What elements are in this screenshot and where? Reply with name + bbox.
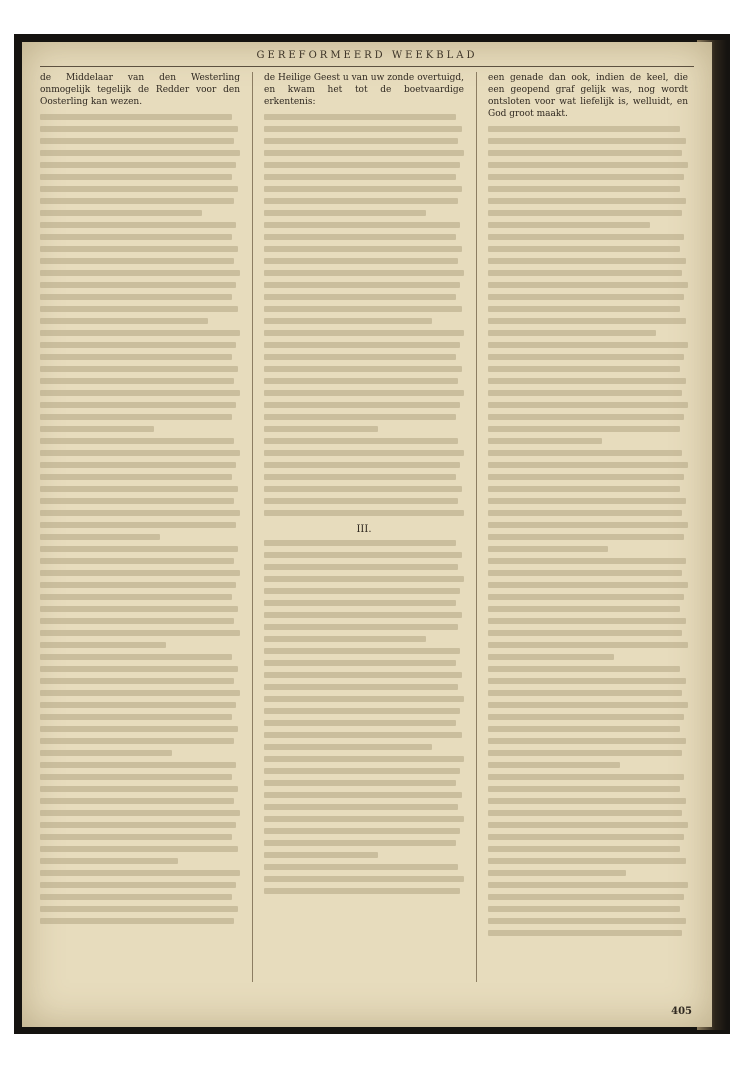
text-line — [264, 852, 378, 858]
text-line — [40, 150, 240, 156]
text-line — [488, 198, 686, 204]
text-line — [488, 726, 680, 732]
text-line — [264, 792, 462, 798]
text-line — [264, 186, 462, 192]
text-line — [264, 744, 432, 750]
text-line — [264, 174, 456, 180]
text-line — [488, 774, 684, 780]
section-heading: III. — [356, 524, 372, 535]
text-line — [488, 906, 680, 912]
text-column-2 — [264, 72, 464, 982]
text-line — [264, 576, 464, 582]
text-line — [40, 126, 238, 132]
text-line — [264, 888, 460, 894]
text-line — [488, 930, 682, 936]
text-line — [264, 330, 464, 336]
text-line — [488, 318, 686, 324]
text-line — [264, 648, 460, 654]
text-line — [488, 450, 682, 456]
text-line — [488, 666, 680, 672]
text-line — [488, 186, 680, 192]
text-line — [488, 354, 684, 360]
text-line — [40, 834, 232, 840]
text-line — [264, 450, 464, 456]
text-line — [488, 162, 688, 168]
text-line — [40, 882, 236, 888]
text-line — [488, 390, 682, 396]
text-line — [40, 582, 236, 588]
text-line — [264, 552, 462, 558]
text-line — [488, 738, 686, 744]
text-line — [488, 330, 656, 336]
text-line — [488, 138, 686, 144]
text-line — [264, 864, 458, 870]
text-line — [488, 870, 626, 876]
text-line — [40, 762, 236, 768]
text-line — [40, 594, 232, 600]
text-line — [488, 558, 686, 564]
text-line — [488, 282, 688, 288]
text-line — [488, 618, 686, 624]
text-line — [264, 198, 458, 204]
text-line — [488, 714, 684, 720]
text-line — [264, 342, 460, 348]
text-line — [40, 402, 236, 408]
text-line — [488, 378, 686, 384]
text-line — [40, 354, 232, 360]
text-line — [264, 756, 464, 762]
text-line — [40, 546, 238, 552]
text-line — [264, 378, 458, 384]
column-divider — [252, 72, 253, 982]
text-column-1 — [40, 72, 240, 982]
text-line — [488, 834, 684, 840]
text-line — [488, 522, 688, 528]
text-line — [40, 498, 234, 504]
text-line — [40, 714, 232, 720]
text-line — [488, 366, 680, 372]
text-line — [264, 294, 456, 300]
text-line — [264, 768, 460, 774]
text-line — [264, 474, 456, 480]
text-line — [40, 426, 154, 432]
text-line — [264, 876, 464, 882]
text-line — [264, 414, 456, 420]
text-line — [40, 138, 234, 144]
text-line — [40, 330, 240, 336]
text-line — [264, 138, 458, 144]
text-line — [264, 564, 458, 570]
text-line — [488, 630, 682, 636]
text-line — [488, 702, 688, 708]
text-line — [264, 222, 460, 228]
text-line — [40, 186, 238, 192]
text-line — [40, 234, 232, 240]
text-line — [488, 762, 620, 768]
text-line — [40, 306, 238, 312]
text-line — [488, 654, 614, 660]
text-line — [264, 246, 462, 252]
text-line — [264, 672, 462, 678]
text-line — [40, 558, 234, 564]
text-line — [40, 246, 238, 252]
magazine-page — [22, 42, 712, 1027]
text-line — [264, 270, 464, 276]
text-line — [264, 828, 460, 834]
text-line — [488, 474, 684, 480]
text-line — [40, 438, 234, 444]
text-line — [40, 534, 160, 540]
column-divider — [476, 72, 477, 982]
text-line — [40, 198, 234, 204]
text-line — [488, 294, 684, 300]
text-line — [264, 720, 456, 726]
text-line — [488, 462, 688, 468]
text-line — [264, 804, 458, 810]
text-line — [264, 708, 460, 714]
text-line — [40, 462, 236, 468]
text-line — [488, 234, 684, 240]
text-line — [40, 258, 234, 264]
text-line — [40, 642, 166, 648]
text-line — [488, 126, 680, 132]
text-line — [40, 378, 234, 384]
text-line — [488, 882, 688, 888]
text-line — [264, 840, 456, 846]
text-line — [264, 624, 458, 630]
column-excerpt: een genade dan ook, indien de keel, die een geopend graf gelijk was, nog wordt ontsloten voor wat liefelijk is, welluidt, en God groot maakt. — [488, 73, 688, 119]
text-line — [40, 282, 236, 288]
text-line — [264, 438, 458, 444]
text-line — [40, 858, 178, 864]
text-line — [40, 162, 236, 168]
text-line — [488, 894, 684, 900]
text-line — [264, 612, 462, 618]
text-line — [488, 846, 680, 852]
text-line — [488, 594, 684, 600]
text-line — [264, 684, 458, 690]
text-line — [488, 678, 686, 684]
text-line — [488, 402, 688, 408]
text-line — [488, 642, 688, 648]
text-line — [264, 510, 464, 516]
text-line — [264, 114, 456, 120]
text-line — [40, 726, 238, 732]
text-line — [40, 894, 232, 900]
text-line — [264, 210, 426, 216]
text-line — [488, 498, 686, 504]
text-line — [40, 318, 208, 324]
text-lines — [488, 126, 688, 936]
text-line — [40, 414, 232, 420]
text-line — [488, 258, 686, 264]
text-line — [488, 150, 682, 156]
text-line — [264, 150, 464, 156]
text-line — [264, 696, 464, 702]
text-line — [488, 426, 680, 432]
text-line — [488, 606, 680, 612]
text-line — [264, 366, 462, 372]
text-line — [40, 906, 238, 912]
text-line — [40, 366, 238, 372]
text-line — [488, 546, 608, 552]
text-line — [488, 786, 680, 792]
text-line — [40, 450, 240, 456]
text-line — [264, 390, 464, 396]
text-line — [264, 402, 460, 408]
text-line — [264, 660, 456, 666]
text-line — [264, 306, 462, 312]
text-line — [40, 294, 232, 300]
text-line — [40, 666, 238, 672]
text-line — [488, 270, 682, 276]
text-line — [488, 858, 686, 864]
text-line — [40, 750, 172, 756]
text-line — [40, 474, 232, 480]
column-excerpt: de Middelaar van den Westerling onmogelijk tegelijk de Redder voor den Oosterling kan wezen. — [40, 73, 240, 107]
text-line — [40, 786, 238, 792]
text-line — [40, 510, 240, 516]
text-line — [40, 114, 232, 120]
text-line — [40, 342, 236, 348]
text-line — [488, 246, 680, 252]
text-line — [488, 690, 682, 696]
text-line — [40, 606, 238, 612]
text-line — [40, 798, 234, 804]
text-line — [488, 438, 602, 444]
text-line — [40, 570, 240, 576]
text-line — [264, 258, 458, 264]
text-line — [488, 342, 688, 348]
text-line — [488, 222, 650, 228]
text-line — [264, 588, 460, 594]
text-line — [40, 222, 236, 228]
text-line — [488, 534, 684, 540]
text-line — [264, 498, 458, 504]
text-line — [264, 462, 460, 468]
text-line — [40, 774, 232, 780]
text-line — [264, 780, 456, 786]
text-line — [488, 174, 684, 180]
text-line — [488, 414, 684, 420]
text-line — [40, 738, 234, 744]
text-line — [264, 318, 432, 324]
text-line — [40, 630, 240, 636]
text-line — [40, 810, 240, 816]
text-line — [264, 354, 456, 360]
text-line — [488, 798, 686, 804]
text-line — [488, 510, 682, 516]
text-lines — [40, 114, 240, 924]
text-line — [40, 870, 240, 876]
text-line — [488, 582, 688, 588]
text-line — [40, 174, 232, 180]
text-line — [40, 678, 234, 684]
text-line — [40, 918, 234, 924]
text-line — [488, 822, 688, 828]
text-lines — [264, 114, 464, 516]
text-line — [488, 570, 682, 576]
text-line — [264, 636, 426, 642]
text-line — [264, 816, 464, 822]
text-line — [40, 618, 234, 624]
text-line — [264, 162, 460, 168]
text-line — [40, 846, 238, 852]
text-line — [488, 810, 682, 816]
running-header: GEREFORMEERD WEEKBLAD — [40, 50, 694, 67]
text-line — [488, 210, 682, 216]
text-line — [264, 126, 462, 132]
text-line — [40, 270, 240, 276]
text-line — [40, 390, 240, 396]
text-line — [264, 600, 456, 606]
text-line — [488, 918, 686, 924]
text-line — [40, 702, 236, 708]
text-line — [40, 822, 236, 828]
text-line — [40, 210, 202, 216]
text-column-3 — [488, 72, 688, 982]
text-line — [40, 654, 232, 660]
text-line — [40, 690, 240, 696]
text-line — [264, 732, 462, 738]
text-lines — [264, 540, 464, 894]
text-line — [264, 426, 378, 432]
column-excerpt: de Heilige Geest u van uw zonde overtuigd, en kwam het tot de boetvaardige erkentenis: — [264, 73, 464, 107]
text-line — [488, 486, 680, 492]
text-line — [488, 306, 680, 312]
text-line — [264, 234, 456, 240]
text-line — [40, 486, 238, 492]
page-number: 405 — [671, 1006, 692, 1017]
text-line — [264, 282, 460, 288]
text-line — [488, 750, 682, 756]
text-line — [40, 522, 236, 528]
text-line — [264, 540, 456, 546]
text-line — [264, 486, 462, 492]
